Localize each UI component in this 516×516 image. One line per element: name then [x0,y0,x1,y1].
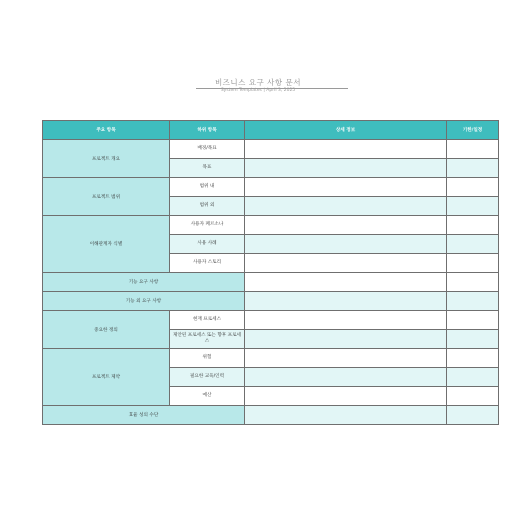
sub-item-label: 필요한 교육/인력 [170,368,245,387]
deadline-cell[interactable] [447,330,499,349]
detail-cell[interactable] [245,368,447,387]
header-deadline: 기한/일정 [447,121,499,140]
sub-item-label: 현재 프로세스 [170,311,245,330]
section-label: 기능 요구 사항 [43,273,245,292]
deadline-cell[interactable] [447,292,499,311]
detail-cell[interactable] [245,387,447,406]
header-main-items: 주요 항목 [43,121,170,140]
deadline-cell[interactable] [447,159,499,178]
section-label: 프로젝트 제약 [43,349,170,406]
detail-cell[interactable] [245,292,447,311]
document-title: 비즈니스 요구 사항 문서 [214,78,302,87]
deadline-cell[interactable] [447,216,499,235]
sub-item-label: 위험 [170,349,245,368]
header-details: 상세 정보 [245,121,447,140]
detail-cell[interactable] [245,140,447,159]
section-label: 프로젝트 개요 [43,140,170,178]
deadline-cell[interactable] [447,368,499,387]
sub-item-label: 사용자 페르소나 [170,216,245,235]
detail-cell[interactable] [245,216,447,235]
sub-item-label: 범위 외 [170,197,245,216]
deadline-cell[interactable] [447,178,499,197]
section-label: 프로젝트 범위 [43,178,170,216]
detail-cell[interactable] [245,159,447,178]
deadline-cell[interactable] [447,311,499,330]
detail-cell[interactable] [245,254,447,273]
sub-item-label: 사용자 스토리 [170,254,245,273]
deadline-cell[interactable] [447,387,499,406]
deadline-cell[interactable] [447,254,499,273]
header-sub-items: 하위 항목 [170,121,245,140]
sub-item-label: 예산 [170,387,245,406]
section-label: 중요한 정의 [43,311,170,349]
detail-cell[interactable] [245,330,447,349]
detail-cell[interactable] [245,178,447,197]
deadline-cell[interactable] [447,273,499,292]
detail-cell[interactable] [245,349,447,368]
section-label: 이해관계자 식별 [43,216,170,273]
section-label: 효율 성의 수단 [43,406,245,425]
deadline-cell[interactable] [447,235,499,254]
document-subtitle: System Templates | April 3, 2025 [220,88,296,93]
sub-item-label: 사용 사례 [170,235,245,254]
deadline-cell[interactable] [447,197,499,216]
requirements-table [42,120,499,425]
deadline-cell[interactable] [447,140,499,159]
detail-cell[interactable] [245,235,447,254]
sub-item-label: 배경/목표 [170,140,245,159]
detail-cell[interactable] [245,311,447,330]
section-label: 기능 외 요구 사항 [43,292,245,311]
detail-cell[interactable] [245,197,447,216]
detail-cell[interactable] [245,273,447,292]
detail-cell[interactable] [245,406,447,425]
sub-item-label: 범위 내 [170,178,245,197]
sub-item-label: 제안된 프로세스 또는 향후 프로세스 [170,330,245,349]
deadline-cell[interactable] [447,349,499,368]
sub-item-label: 목표 [170,159,245,178]
deadline-cell[interactable] [447,406,499,425]
